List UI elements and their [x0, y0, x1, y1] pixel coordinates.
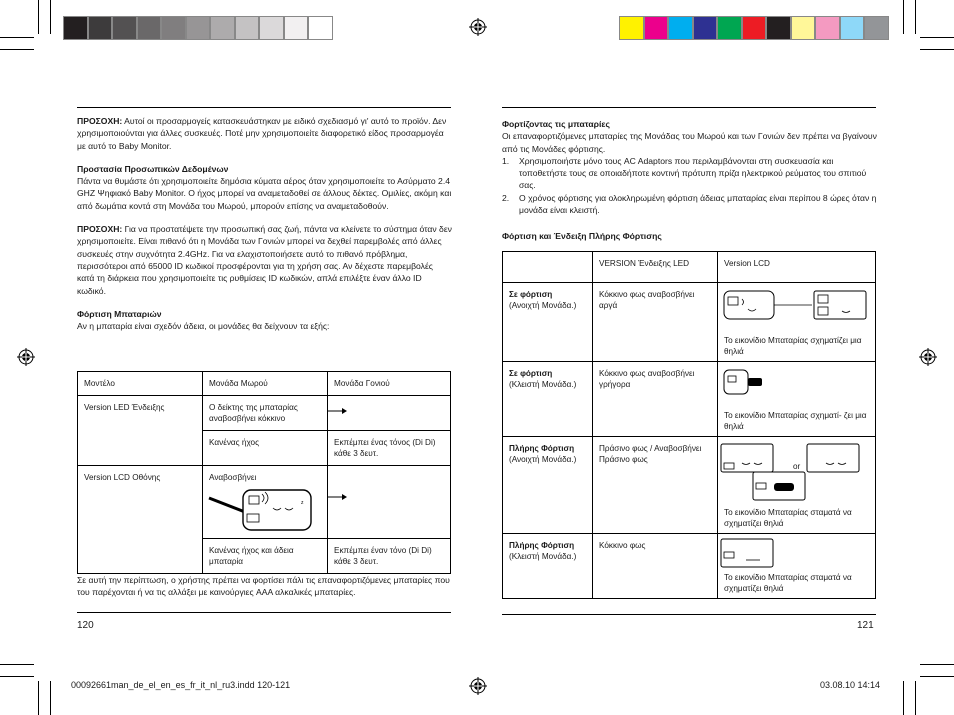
- color-swatch: [259, 16, 284, 40]
- table-cell: Σε φόρτιση (Κλειστή Μονάδα.): [503, 362, 593, 437]
- arrow-right-icon: [328, 406, 348, 416]
- crop-mark: [903, 0, 904, 34]
- list-item: 1. Χρησιμοποιήστε μόνο τους AC Adaptors που περιλαμβάνονται στη συσκευασία και τοποθετήστε τους σε οποιαδήποτε κοντινή πρότυπη πρίζα ηλεκτρικού ρεύματος του σπιτιού σας.: [502, 155, 867, 191]
- charging-steps: [502, 155, 878, 216]
- lcd-display-icon: [806, 443, 860, 473]
- battery-intro: Αν η μπαταρία είναι σχεδόν άδεια, οι μονάδες θα δείχνουν τα εξής:: [77, 321, 330, 332]
- color-swatch: [840, 16, 865, 40]
- table-cell: Κόκκινο φως αναβοσβήνει γρήγορα: [593, 362, 718, 437]
- color-swatch: [644, 16, 669, 40]
- color-swatch: [766, 16, 791, 40]
- registration-mark-icon: [469, 677, 487, 695]
- table-cell: Πλήρης Φόρτιση (Ανοιχτή Μονάδα.): [503, 437, 593, 534]
- caution-text: Για να προστατέψετε την προσωπική σας ζωή, πάντα να κλείνετε το σύστημα όταν δεν χρησιμοποιείτε. Είναι πιθανό ότι η Μονάδα των Γονιών μπορεί να δεχθεί παρεμβολές από άλλες συσκευές στην συχνότητα 2.4GHz. Για να ελαχιστοποιήσετε αυτό το πιθανό πρόβλημα, περισσότεροι από 65000 ID κωδικοί προσφέρονται για τη χρήση σας. Αν δέχεστε παρεμβολές κατά τη διάρκεια που χρησιμοποιείτε τις ρυθμίσεις ID κωδικών, απλά επιλέξτε έναν άλλο ID κωδικό.: [77, 224, 452, 296]
- indd-filename: 00092661man_de_el_en_es_fr_it_nl_ru3.indd 120-121: [71, 680, 291, 690]
- crop-mark: [920, 37, 954, 38]
- table-cell: Ο δείκτης της μπαταρίας αναβοσβήνει κόκκινο: [203, 396, 328, 431]
- blink-label: Αναβοσβήνει: [209, 473, 257, 482]
- caution-paragraph-2: [77, 223, 452, 297]
- crop-mark: [0, 664, 34, 665]
- right-page-body: [502, 118, 878, 243]
- table-cell: Πράσινο φως / Αναβοσβήνει Πράσινο φως: [593, 437, 718, 534]
- lcd-parent-unit-icon: [207, 482, 317, 532]
- table-cell: [328, 466, 451, 539]
- table-cell: Το εικονίδιο Μπαταρίας σχηματίζει μια θηλιά: [718, 283, 876, 362]
- color-swatch: [864, 16, 889, 40]
- crop-mark: [903, 681, 904, 715]
- crop-mark: [50, 681, 51, 715]
- registration-mark-icon: [17, 348, 35, 366]
- crop-mark: [50, 0, 51, 34]
- color-swatch: [668, 16, 693, 40]
- caution-label: ΠΡΟΣΟΧΗ:: [77, 116, 123, 126]
- table-header: Version LCD: [718, 252, 876, 283]
- lcd-display-icon: [720, 443, 774, 473]
- color-swatch: [284, 16, 309, 40]
- color-swatch: [791, 16, 816, 40]
- charge-table-heading: Φόρτιση και Ένδειξη Πλήρης Φόρτισης: [502, 231, 662, 242]
- or-label: or: [793, 462, 801, 471]
- lcd-display-icon: [720, 538, 774, 568]
- charging-heading: Φορτίζοντας τις μπαταρίες: [502, 119, 610, 129]
- table-header: VERSION Ένδειξης LED: [593, 252, 718, 283]
- crop-mark: [38, 681, 39, 715]
- page-number: 120: [77, 620, 94, 631]
- crop-mark: [920, 49, 954, 50]
- crop-mark: [920, 676, 954, 677]
- crop-mark: [920, 664, 954, 665]
- privacy-text: Πάντα να θυμάστε ότι χρησιμοποιείτε δημόσια κύματα αέρος όταν χρησιμοποιείτε το Ασύρματο 2.4 GHZ Ψηφιακό Baby Monitor. Ο ήχος μπορεί να αναμεταδοθεί σε άλλους δέκτες. Ομιλίες, ακόμη και από δωμάτια κοντά στη Μονάδα του Μωρού, μπορούν επίσης να αναμεταδοθούν.: [77, 176, 452, 211]
- table-cell: Εκπέμπει ένας τόνος (Di Di) κάθε 3 δευτ.: [328, 431, 451, 466]
- color-swatch: [186, 16, 211, 40]
- battery-loop-icon: [722, 368, 782, 396]
- table-cell: Το εικονίδιο Μπαταρίας σχηματί- ζει μια θηλιά: [718, 362, 876, 437]
- crop-mark: [38, 0, 39, 34]
- color-swatch: [210, 16, 235, 40]
- color-swatch: [815, 16, 840, 40]
- color-swatch: [235, 16, 260, 40]
- top-rule: [77, 107, 451, 108]
- color-swatch: [693, 16, 718, 40]
- crop-mark: [0, 37, 34, 38]
- caution-paragraph: [77, 115, 452, 152]
- table-cell: [203, 466, 328, 539]
- registration-mark-icon: [919, 348, 937, 366]
- color-swatch: [63, 16, 88, 40]
- svg-text:z: z: [301, 500, 304, 506]
- table-cell: or Το εικονίδιο Μπαταρίας σταματά να σχηματίζει θηλιά: [718, 437, 876, 534]
- color-swatch: [717, 16, 742, 40]
- battery-heading: Φόρτιση Μπαταριών: [77, 308, 162, 319]
- charging-intro: Οι επαναφορτιζόμενες μπαταρίες της Μονάδας του Μωρού και των Γονιών δεν πρέπει να βγαίνουν από τις Μονάδες φόρτισης.: [502, 131, 877, 154]
- color-swatch: [308, 16, 333, 40]
- table-cell: Κανένας ήχος και άδεια μπαταρία: [203, 539, 328, 574]
- cmyk-color-bar: [619, 16, 889, 40]
- color-swatch: [619, 16, 644, 40]
- table-header: Μονάδα Γονιού: [328, 372, 451, 396]
- crop-mark: [0, 49, 34, 50]
- table-cell: Κόκκινο φως: [593, 534, 718, 599]
- color-swatch: [88, 16, 113, 40]
- bottom-rule: [77, 612, 451, 613]
- registration-mark-icon: [469, 18, 487, 36]
- crop-mark: [0, 676, 34, 677]
- caution-text: Αυτοί οι προσαρμογείς κατασκευάστηκαν με ειδικό σχεδιασμό γι' αυτό το προϊόν. Δεν χρησιμοποιούνται για άλλες συσκευές. Ποτέ μην χρησιμοποιείτε διαφορετικό είδος προσαρμογέα με αυτό το Baby Monitor.: [77, 116, 447, 151]
- caution-label: ΠΡΟΣΟΧΗ:: [77, 224, 123, 235]
- color-swatch: [742, 16, 767, 40]
- crop-mark: [915, 0, 916, 34]
- low-battery-table: [77, 371, 451, 574]
- battery-loop-icon: [722, 287, 872, 323]
- table-header: [503, 252, 593, 283]
- lcd-display-icon: [752, 471, 806, 501]
- table-cell: Σε φόρτιση (Ανοιχτή Μονάδα.): [503, 283, 593, 362]
- top-rule: [502, 107, 876, 108]
- table-cell: Πλήρης Φόρτιση (Κλειστή Μονάδα.): [503, 534, 593, 599]
- charge-indicator-table: [502, 251, 876, 599]
- crop-mark: [915, 681, 916, 715]
- table-cell: Κόκκινο φως αναβοσβήνει αργά: [593, 283, 718, 362]
- table-header: Μονάδα Μωρού: [203, 372, 328, 396]
- table-header: Μοντέλο: [78, 372, 203, 396]
- table-cell: Εκπέμπει έναν τόνο (Di Di) κάθε 3 δευτ.: [328, 539, 451, 574]
- gray-color-bar: [63, 16, 333, 40]
- arrow-right-icon: [328, 492, 348, 502]
- table-cell: Version LCD Οθόνης: [78, 466, 203, 574]
- left-page-body: [77, 115, 452, 332]
- table-cell: Το εικονίδιο Μπαταρίας σταματά να σχηματίζει θηλιά: [718, 534, 876, 599]
- page-number: 121: [857, 620, 874, 631]
- table-cell: Κανένας ήχος: [203, 431, 328, 466]
- print-date: 03.08.10 14:14: [820, 680, 881, 690]
- table-cell: [328, 396, 451, 431]
- list-item: 2. Ο χρόνος φόρτισης για ολοκληρωμένη φόρτιση άδειας μπαταρίας είναι περίπου 8 ώρες όταν η μονάδα είναι κλειστή.: [502, 192, 877, 216]
- privacy-heading: Προστασία Προσωπικών Δεδομένων: [77, 163, 229, 174]
- bottom-rule: [502, 614, 876, 615]
- table-cell: Version LED Ένδειξης: [78, 396, 203, 466]
- color-swatch: [137, 16, 162, 40]
- color-swatch: [112, 16, 137, 40]
- recharge-note: Σε αυτή την περίπτωση, ο χρήστης πρέπει να φορτίσει πάλι τις επαναφορτιζόμενες μπαταρίες που του παρέχονται ή να τις αλλάξει με καινούργιες AAA αλκαλικές μπαταρίες.: [77, 575, 450, 598]
- color-swatch: [161, 16, 186, 40]
